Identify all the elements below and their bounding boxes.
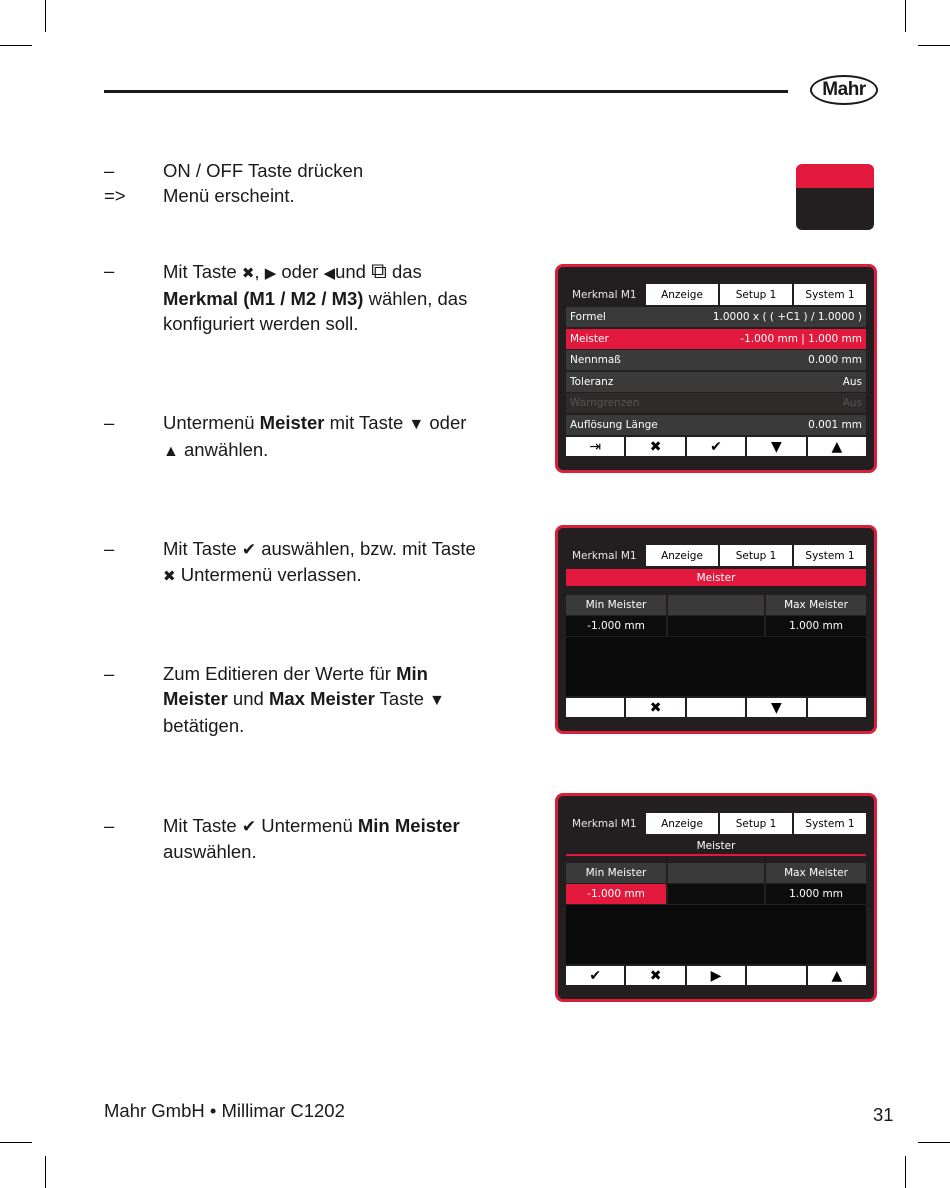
crop-mark xyxy=(905,1156,906,1188)
device-screen-meister xyxy=(555,525,877,734)
tab-system[interactable]: System 1 xyxy=(794,813,866,834)
tab-bar xyxy=(566,813,866,834)
menu-row-toleranz[interactable]: Toleranz Aus xyxy=(566,372,866,392)
menu-row-warngrenzen[interactable]: Warngrenzen Aus xyxy=(566,393,866,413)
tab-system[interactable]: System 1 xyxy=(794,284,866,305)
mahr-logo: Mahr xyxy=(810,75,878,105)
min-meister-value[interactable]: -1.000 mm xyxy=(566,616,666,636)
column-headers xyxy=(566,863,866,883)
spacer-value xyxy=(668,616,764,636)
crop-mark xyxy=(0,45,32,46)
copy-icon: ⧉ xyxy=(371,258,387,283)
menu-row-formel[interactable]: Formel 1.0000 x ( ( +C1 ) / 1.0000 ) xyxy=(566,307,866,327)
device-screen-min-meister xyxy=(555,793,877,1002)
tab-system[interactable]: System 1 xyxy=(794,545,866,566)
tab-bar xyxy=(566,545,866,566)
spacer-header xyxy=(668,595,764,615)
arrow-left-icon: ◀ xyxy=(323,265,336,282)
cancel-button[interactable]: ✖ xyxy=(626,437,684,456)
spacer-value xyxy=(668,884,764,904)
arrow-down-icon: ▼ xyxy=(429,692,445,709)
close-icon: ✖ xyxy=(241,265,255,282)
arrow-down-icon: ▼ xyxy=(408,416,425,433)
check-icon: ✔ xyxy=(241,540,257,559)
tab-merkmal[interactable]: Merkmal M1 xyxy=(566,284,644,305)
column-headers xyxy=(566,595,866,615)
down-button[interactable]: ▼ xyxy=(747,437,805,456)
empty-area xyxy=(566,905,866,964)
footer-text: Mahr GmbH • Millimar C1202 xyxy=(104,1100,345,1121)
tab-setup[interactable]: Setup 1 xyxy=(720,284,792,305)
min-meister-value[interactable]: -1.000 mm xyxy=(566,884,666,904)
crop-mark xyxy=(0,1142,32,1143)
softkey-empty[interactable] xyxy=(808,698,866,717)
menu-row-nennmass[interactable]: Nennmaß 0.000 mm xyxy=(566,350,866,370)
check-icon: ✔ xyxy=(241,817,257,836)
up-button[interactable]: ▲ xyxy=(808,437,866,456)
value-row xyxy=(566,616,866,636)
softkey-bar xyxy=(566,437,866,456)
crop-mark xyxy=(905,0,906,32)
arrow-up-icon: ▲ xyxy=(163,443,179,460)
header-rule xyxy=(104,90,788,93)
softkey-empty[interactable] xyxy=(566,698,624,717)
crop-mark xyxy=(45,0,46,32)
empty-area xyxy=(566,637,866,696)
down-button[interactable]: ▼ xyxy=(747,698,805,717)
tab-bar xyxy=(566,284,866,305)
crop-mark xyxy=(918,1142,950,1143)
tab-merkmal[interactable]: Merkmal M1 xyxy=(566,545,644,566)
tab-setup[interactable]: Setup 1 xyxy=(720,813,792,834)
softkey-bar xyxy=(566,966,866,985)
max-meister-header: Max Meister xyxy=(766,595,866,615)
arrow-right-icon: ▶ xyxy=(264,265,277,282)
tab-anzeige[interactable]: Anzeige xyxy=(646,545,718,566)
softkey-empty[interactable] xyxy=(747,966,805,985)
submenu-title: Meister xyxy=(566,837,866,856)
cancel-button[interactable]: ✖ xyxy=(626,698,684,717)
max-meister-value[interactable]: 1.000 mm xyxy=(766,616,866,636)
crop-mark xyxy=(918,45,950,46)
close-icon: ✖ xyxy=(163,568,176,585)
crop-mark xyxy=(45,1156,46,1188)
menu-row-meister[interactable]: Meister -1.000 mm | 1.000 mm xyxy=(566,329,866,349)
confirm-button[interactable]: ✔ xyxy=(566,966,624,985)
submenu-title: Meister xyxy=(566,569,866,586)
cancel-button[interactable]: ✖ xyxy=(626,966,684,985)
page-number: 31 xyxy=(873,1104,894,1125)
tab-anzeige[interactable]: Anzeige xyxy=(646,284,718,305)
softkey-bar xyxy=(566,698,866,717)
device-screen-main-menu xyxy=(555,264,877,473)
up-button[interactable]: ▲ xyxy=(808,966,866,985)
tab-setup[interactable]: Setup 1 xyxy=(720,545,792,566)
min-meister-header: Min Meister xyxy=(566,595,666,615)
tab-anzeige[interactable]: Anzeige xyxy=(646,813,718,834)
min-meister-header: Min Meister xyxy=(566,863,666,883)
exit-button[interactable]: ⇥ xyxy=(566,437,624,456)
right-button[interactable]: ▶ xyxy=(687,966,745,985)
softkey-empty[interactable] xyxy=(687,698,745,717)
device-illustration xyxy=(796,164,874,230)
menu-row-aufloesung[interactable]: Auflösung Länge 0.001 mm xyxy=(566,415,866,435)
confirm-button[interactable]: ✔ xyxy=(687,437,745,456)
max-meister-value[interactable]: 1.000 mm xyxy=(766,884,866,904)
spacer-header xyxy=(668,863,764,883)
max-meister-header: Max Meister xyxy=(766,863,866,883)
value-row xyxy=(566,884,866,904)
tab-merkmal[interactable]: Merkmal M1 xyxy=(566,813,644,834)
